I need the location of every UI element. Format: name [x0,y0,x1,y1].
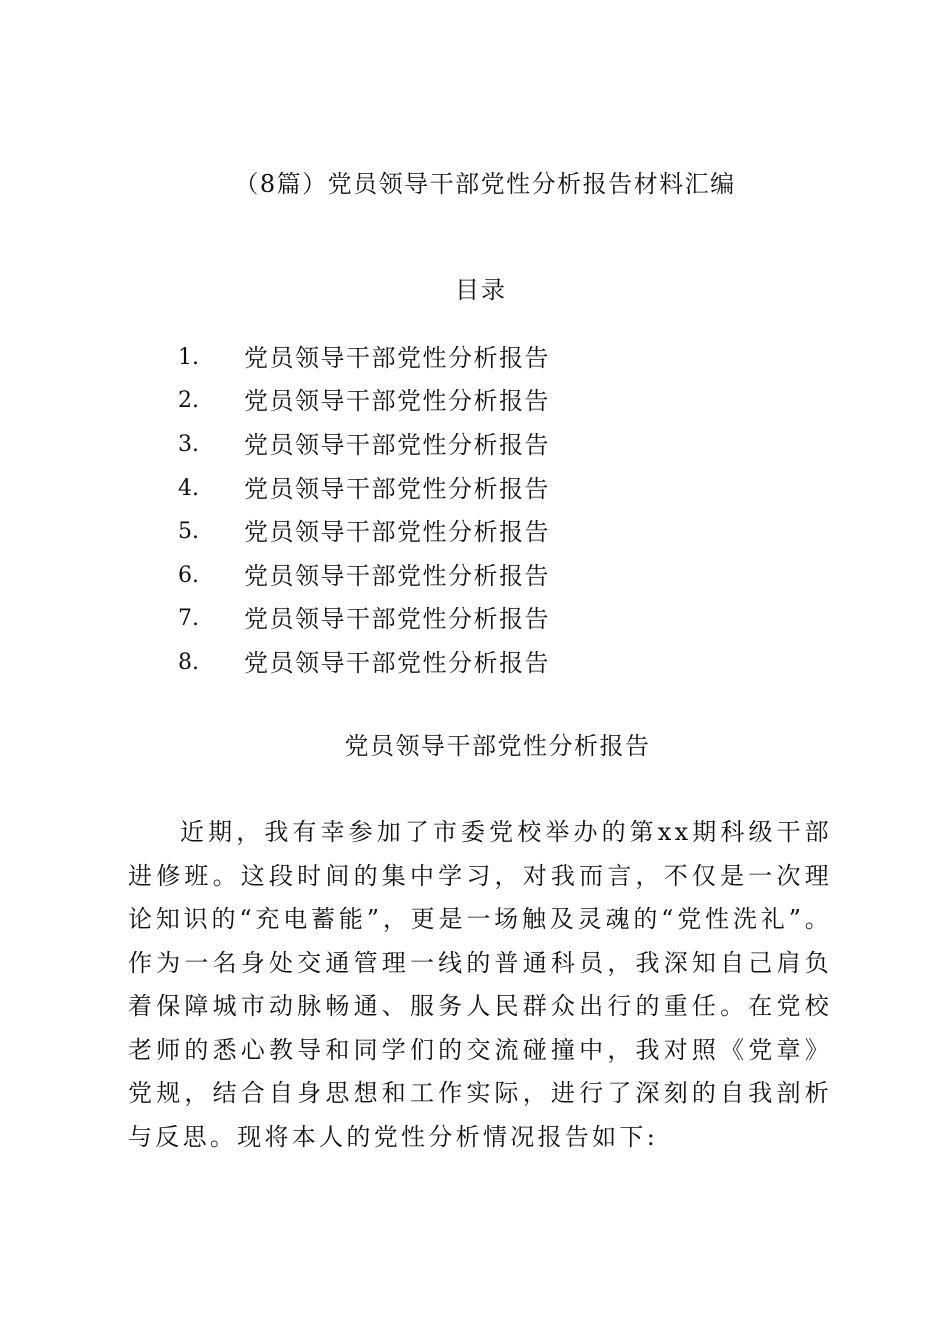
toc-item-4[interactable] [178,467,550,511]
toc-item-7[interactable] [178,598,550,642]
toc-item-number: 6. [178,562,199,588]
toc-item-8[interactable] [178,641,550,685]
toc-item-text: 党员领导干部党性分析报告 [244,518,550,547]
toc-item-number: 1. [178,344,199,370]
toc-item-6[interactable] [178,554,550,598]
table-of-contents [178,336,550,685]
toc-item-5[interactable] [178,510,550,554]
toc-item-2[interactable] [178,380,550,424]
section-title: 党员领导干部党性分析报告 [344,732,651,760]
toc-item-text: 党员领导干部党性分析报告 [244,430,550,459]
toc-item-text: 党员领导干部党性分析报告 [244,561,550,590]
toc-item-number: 2. [178,388,199,414]
toc-item-text: 党员领导干部党性分析报告 [244,648,550,677]
body-paragraph: 近期，我有幸参加了市委党校举办的第xx期科级干部进修班。这段时间的集中学习，对我而言，不仅是一次理论知识的“充电蓄能”，更是一场触及灵魂的“党性洗礼”。作为一名身处交通管理一线的普通科员，我深知自己肩负着保障城市动脉畅通、服务人民群众出行的重任。在党校老师的悉心教导和同学们的交流碰撞中，我对照《党章》党规，结合自身思想和工作实际，进行了深刻的自我剖析与反思。现将本人的党性分析情况报告如下: [128,818,832,1151]
toc-item-number: 5. [178,519,199,545]
toc-item-number: 3. [178,431,199,457]
document-title: （8篇）党员领导干部党性分析报告材料汇编 [234,170,736,198]
toc-item-number: 7. [178,606,199,632]
toc-item-number: 4. [178,475,199,501]
toc-heading: 目录 [455,276,507,304]
toc-item-text: 党员领导干部党性分析报告 [244,343,550,372]
toc-item-3[interactable] [178,423,550,467]
toc-item-text: 党员领导干部党性分析报告 [244,387,550,416]
toc-item-text: 党员领导干部党性分析报告 [244,474,550,503]
toc-item-text: 党员领导干部党性分析报告 [244,605,550,634]
toc-item-number: 8. [178,649,199,675]
toc-item-1[interactable] [178,336,550,380]
